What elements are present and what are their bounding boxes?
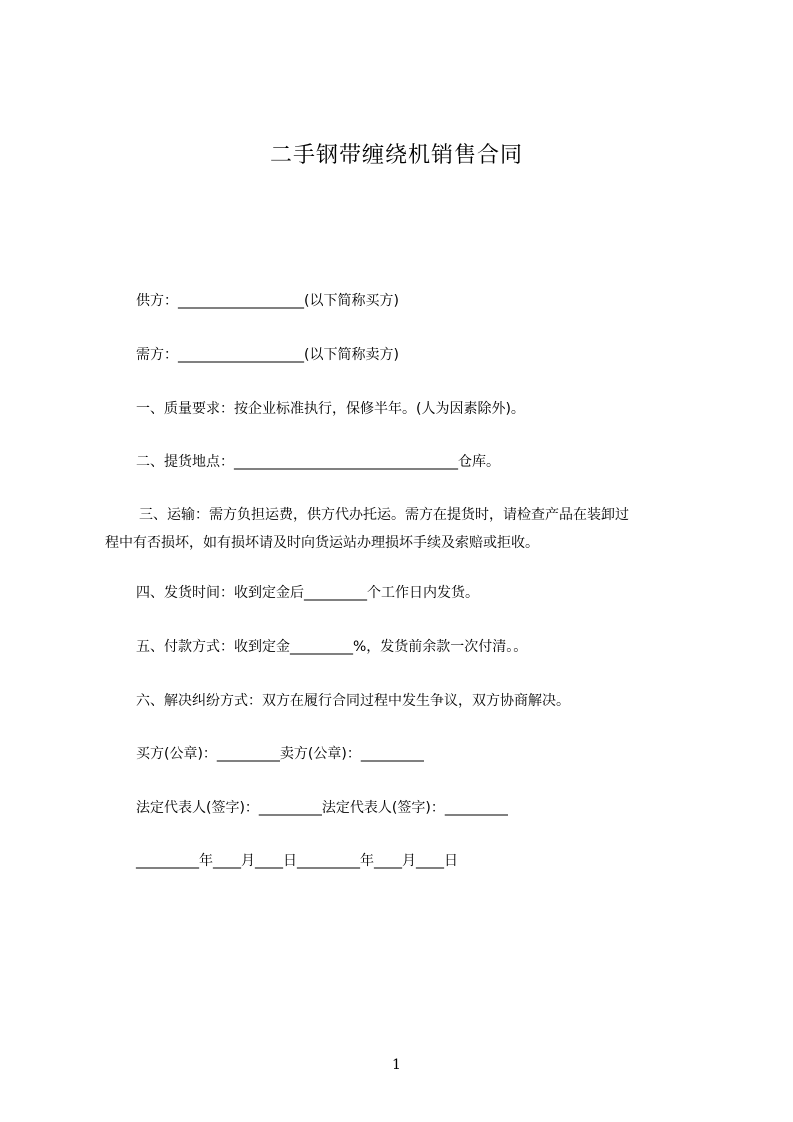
clause-transport-line-2: 程中有否损坏，如有损坏请及时向货运站办理损坏手续及索赔或拒收。 — [105, 535, 539, 551]
buyer-line: 需方：__________________(以下简称卖方) — [136, 347, 399, 363]
document-title: 二手钢带缠绕机销售合同 — [269, 143, 523, 168]
representative-signature-line: 法定代表人(签字)：_________法定代表人(签字)：_________ — [136, 800, 508, 816]
clause-delivery-time: 四、发货时间：收到定金后_________个工作日内发货。 — [136, 585, 479, 601]
clause-transport-line-1: 三、运输：需方负担运费，供方代办托运。需方在提货时，请检查产品在装卸过 — [139, 507, 629, 523]
clause-dispute: 六、解决纠纷方式：双方在履行合同过程中发生争议，双方协商解决。 — [136, 693, 570, 709]
date-line: _________年____月____日_________年____月____日 — [136, 853, 458, 869]
page-number: 1 — [392, 1057, 401, 1073]
clause-delivery-location: 二、提货地点：________________________________仓库。 — [136, 454, 500, 470]
clause-quality: 一、质量要求：按企业标准执行，保修半年。(人为因素除外)。 — [136, 401, 525, 417]
clause-transport — [105, 501, 705, 557]
supplier-line: 供方：__________________(以下简称买方) — [136, 293, 399, 309]
clause-payment: 五、付款方式：收到定金_________%，发货前余款一次付清。。 — [136, 639, 528, 655]
seal-line: 买方(公章)：_________卖方(公章)：_________ — [136, 746, 424, 762]
